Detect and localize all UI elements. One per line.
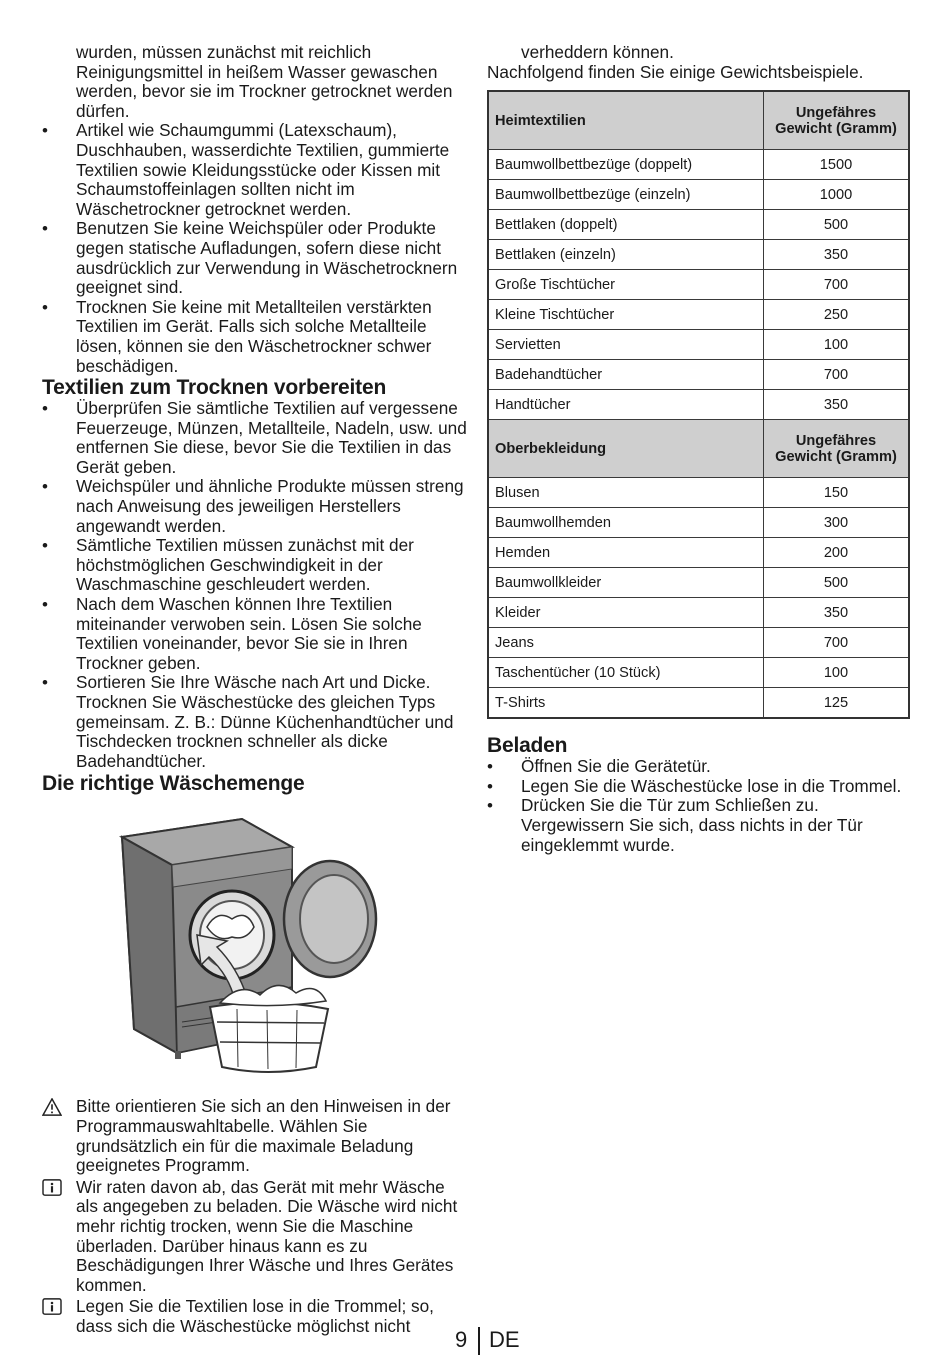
language-code: DE [489, 1327, 520, 1352]
table-row [488, 390, 909, 420]
heading-prepare: Textilien zum Trocknen vorbereiten [42, 376, 387, 400]
weight-cell: 300 [764, 508, 910, 538]
weight-cell: 350 [764, 240, 910, 270]
item-cell: Baumwollbettbezüge (doppelt) [488, 150, 764, 180]
dryer-illustration [42, 807, 470, 1075]
item-cell: Jeans [488, 628, 764, 658]
page-footer [0, 1327, 950, 1357]
table-header-row [488, 420, 909, 478]
dryer-loading-icon [42, 807, 470, 1075]
item-cell: Kleider [488, 598, 764, 628]
table-row [488, 628, 909, 658]
table-row [488, 658, 909, 688]
table-header-cell: Oberbekleidung [488, 420, 764, 478]
list-item: • Nach dem Waschen können Ihre Textilien miteinander verwoben sein. Lösen Sie solche Textilien voneinander, bevor Sie sie in Ihren Trockner geben. [42, 594, 422, 673]
bullet-icon: • [42, 297, 48, 317]
table-row [488, 210, 909, 240]
table-header-cell: Ungefähres Gewicht (Gramm) [764, 420, 910, 478]
weight-cell: 125 [764, 688, 910, 719]
bullet-icon: • [42, 536, 48, 556]
item-cell: Servietten [488, 330, 764, 360]
item-cell: Badehandtücher [488, 360, 764, 390]
bullet-icon: • [42, 477, 48, 497]
continuation-line: verheddern können. [521, 42, 674, 62]
table-header-cell: Heimtextilien [488, 91, 764, 150]
bullet-icon: • [42, 121, 48, 141]
list-item: • Trocknen Sie keine mit Metallteilen verstärkten Textilien im Gerät. Falls sich solche Metallteile lösen, können sie den Wäschetrockner schwer beschädigen. [42, 296, 432, 376]
list-item: • Sämtliche Textilien müssen zunächst mit der höchstmöglichen Geschwindigkeit in der Waschmaschine geschleudert werden. [42, 535, 414, 595]
table-intro: Nachfolgend finden Sie einige Gewichtsbeispiele. [487, 61, 864, 82]
list-item: • Sortieren Sie Ihre Wäsche nach Art und Dicke. Trocknen Sie Wäschestücke des gleichen Typs gemeinsam. Z. B.: Dünne Küchenhandtücher und Tischdecken trocknen schneller als dicke Badehandtücher. [42, 672, 454, 771]
table-row [488, 688, 909, 719]
bullet-icon: • [487, 757, 493, 777]
list-item: • Benutzen Sie keine Weichspüler oder Produkte gegen statische Aufladungen, sofern diese nicht ausdrücklich zur Verwendung in Wäschetrocknern geeignet sind. [42, 218, 458, 298]
table-row [488, 598, 909, 628]
weight-cell: 700 [764, 628, 910, 658]
weight-cell: 250 [764, 300, 910, 330]
table-row [488, 568, 909, 598]
heading-amount: Die richtige Wäschemenge [42, 772, 305, 796]
weight-cell: 700 [764, 360, 910, 390]
bullet-list-load [487, 757, 911, 855]
list-item: • Öffnen Sie die Gerätetür. [487, 756, 711, 777]
note-info-loose: Legen Sie die Textilien lose in die Trommel; so, dass sich die Wäschestücke möglichst nicht [42, 1297, 470, 1336]
bullet-list-restrictions [42, 121, 470, 376]
bullet-icon: • [42, 399, 48, 419]
table-row [488, 360, 909, 390]
bullet-icon: • [42, 673, 48, 693]
bullet-icon: • [487, 776, 493, 796]
right-column [487, 0, 911, 855]
bullet-list-prepare [42, 399, 470, 771]
weight-cell: 1500 [764, 150, 910, 180]
item-cell: Blusen [488, 478, 764, 508]
item-cell: Bettlaken (einzeln) [488, 240, 764, 270]
page-number: 9 [455, 1327, 468, 1352]
weight-cell: 350 [764, 390, 910, 420]
table-row [488, 240, 909, 270]
list-item: • Legen Sie die Wäschestücke lose in die Trommel. [487, 775, 902, 796]
list-item: • Drücken Sie die Tür zum Schließen zu. Vergewissern Sie sich, dass nichts in der Tür eingeklemmt wurde. [487, 795, 863, 855]
weight-cell: 1000 [764, 180, 910, 210]
item-cell: Baumwollkleider [488, 568, 764, 598]
table-row [488, 330, 909, 360]
list-item: • Artikel wie Schaumgummi (Latexschaum), Duschhauben, wasserdichte Textilien, gummierte Textilien sowie Kleidungsstücke oder Kissen mit Schaumstoffeinlagen sollten nicht im Wäschetrockner getrocknet werden. [42, 120, 450, 219]
item-cell: Kleine Tischtücher [488, 300, 764, 330]
footer-divider [478, 1327, 480, 1355]
intro-continuation: wurden, müssen zunächst mit reichlich Reinigungsmittel in heißem Wasser gewaschen werden, bevor sie im Trockner getrocknet werden dürfen. [76, 42, 453, 121]
weight-cell: 150 [764, 478, 910, 508]
table-row [488, 538, 909, 568]
table-row [488, 150, 909, 180]
item-cell: Große Tischtücher [488, 270, 764, 300]
bullet-icon: • [42, 595, 48, 615]
list-item: • Überprüfen Sie sämtliche Textilien auf vergessene Feuerzeuge, Münzen, Metallteile, Nadeln, usw. und entfernen Sie diese, bevor Sie die Textilien in das Gerät geben. [42, 398, 467, 477]
item-cell: Hemden [488, 538, 764, 568]
bullet-icon: • [42, 219, 48, 239]
item-cell: Taschentücher (10 Stück) [488, 658, 764, 688]
heading-load: Beladen [487, 734, 568, 758]
weight-cell: 500 [764, 210, 910, 240]
item-cell: Baumwollbettbezüge (einzeln) [488, 180, 764, 210]
weight-table-body [488, 91, 909, 718]
weight-table [487, 90, 910, 719]
weight-cell: 500 [764, 568, 910, 598]
item-cell: Baumwollhemden [488, 508, 764, 538]
weight-cell: 200 [764, 538, 910, 568]
weight-cell: 700 [764, 270, 910, 300]
table-row [488, 270, 909, 300]
info-icon [42, 1298, 62, 1316]
item-cell: Bettlaken (doppelt) [488, 210, 764, 240]
weight-cell: 100 [764, 658, 910, 688]
table-row [488, 478, 909, 508]
weight-cell: 350 [764, 598, 910, 628]
item-cell: T-Shirts [488, 688, 764, 719]
info-icon [42, 1179, 62, 1197]
weight-cell: 100 [764, 330, 910, 360]
table-header-row [488, 91, 909, 150]
note-info-overload: Wir raten davon ab, das Gerät mit mehr Wäsche als angegeben zu beladen. Die Wäsche wird nicht mehr richtig trocken, wenn Sie die Maschine überladen. Darüber hinaus kann es zu Beschädigungen Ihrer Wäsche und Ihres Gerätes kommen. [42, 1178, 470, 1296]
left-column [42, 0, 470, 1337]
item-cell: Handtücher [488, 390, 764, 420]
note-warning: Bitte orientieren Sie sich an den Hinweisen in der Programmauswahltabelle. Wählen Sie grundsätzlich ein für die maximale Beladung geeignetes Programm. [42, 1097, 470, 1175]
table-row [488, 508, 909, 538]
list-item: • Weichspüler und ähnliche Produkte müssen streng nach Anweisung des jeweiligen Herstellers angewandt werden. [42, 476, 464, 536]
warning-triangle-icon [42, 1098, 62, 1116]
table-row [488, 180, 909, 210]
table-header-cell: Ungefähres Gewicht (Gramm) [764, 91, 910, 150]
bullet-icon: • [487, 796, 493, 816]
table-row [488, 300, 909, 330]
